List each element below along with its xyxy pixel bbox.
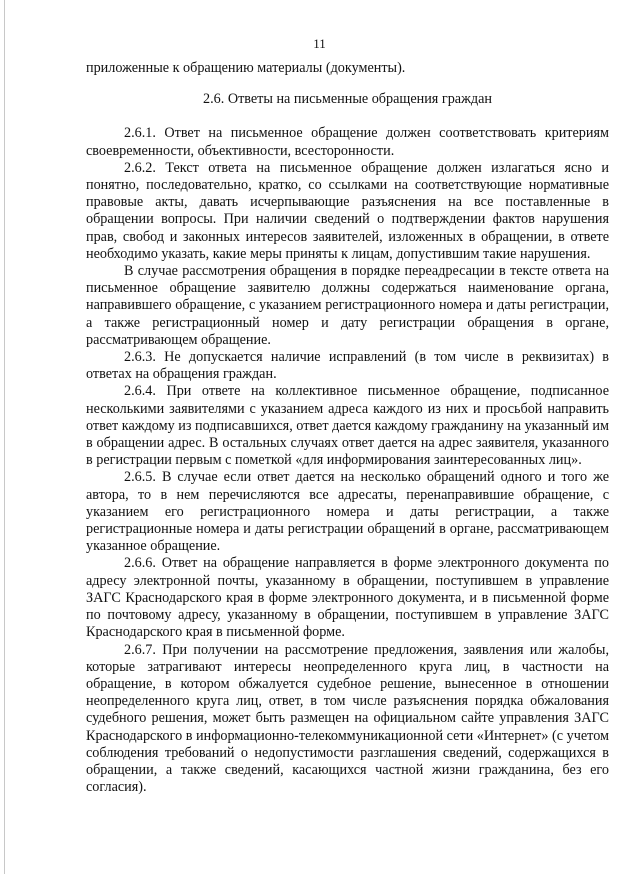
paragraph-2-6-3: 2.6.3. Не допускается наличие исправлений (в том числе в реквизитах) в ответах на обращения граждан. [86, 349, 609, 383]
paragraph-2-6-5: 2.6.5. В случае если ответ дается на несколько обращений одного и того же автора, то в нем перечисляются все адресаты, перенаправившие обращение, с указанием его регистрационного номера и даты регистрации, а также регистрационные номера и даты регистрации обращений в органе, рассматривающем указанное обращение. [86, 469, 609, 555]
page-content [86, 60, 609, 796]
paragraph-2-6-6: 2.6.6. Ответ на обращение направляется в форме электронного документа по адресу электронной почты, указанному в обращении, поступившем в управление ЗАГС Краснодарского края в форме электронного документа, и в письменной форме по почтовому адресу, указанному в обращении, поступившем в управление ЗАГС Краснодарского края в письменной форме. [86, 555, 609, 641]
paragraph-readdress: В случае рассмотрения обращения в порядке переадресации в тексте ответа на письменное обращение заявителю должны содержаться наименование органа, направившего обращение, с указанием регистрационного номера и даты регистрации, а также регистрационный номер и дату регистрации обращения в органе, рассматривающем обращение. [86, 263, 609, 348]
paragraph-2-6-4: 2.6.4. При ответе на коллективное письменное обращение, подписанное несколькими заявителями с указанием адреса каждого из них и просьбой направить ответ каждому из подписавшихся, ответ дается каждому гражданину на указанный им в обращении адрес. В остальных случаях ответ дается на адрес заявителя, указанного в регистрации первым с пометкой «для информирования заинтересованных лиц». [86, 383, 609, 469]
page-number: 11 [313, 36, 326, 51]
continuation-text: приложенные к обращению материалы (документы). [86, 60, 406, 76]
scan-edge-line [4, 0, 5, 874]
section-title: 2.6. Ответы на письменные обращения граждан [203, 91, 492, 108]
paragraph-2-6-2: 2.6.2. Текст ответа на письменное обращение должен излагаться ясно и понятно, последовательно, кратко, со ссылками на соответствующие нормативные правовые акты, давать исчерпывающие разъяснения на все поставленные в обращении вопросы. При наличии сведений о подтверждении фактов нарушения прав, свобод и законных интересов заявителей, изложенных в обращении, в ответе необходимо указать, какие меры приняты к лицам, допустившим такие нарушения. [86, 159, 609, 262]
paragraph-2-6-1: 2.6.1. Ответ на письменное обращение должен соответствовать критериям своевременности, объективности, всесторонности. [86, 125, 609, 159]
paragraph-2-6-7: 2.6.7. При получении на рассмотрение предложения, заявления или жалобы, которые затрагивают интересы неопределенного круга лиц, в частности на обращение, в котором обжалуется судебное решение, вынесенное в отношении неопределенного круга лиц, ответ, в том числе разъяснения порядка обжалования судебного решения, может быть размещен на официальном сайте управления ЗАГС Краснодарского в информационно-телекоммуникационной сети «Интернет» (с учетом соблюдения требований о недопустимости разглашения сведений, содержащихся в обращении, а также сведений, касающихся частной жизни гражданина, без его согласия). [86, 641, 609, 796]
